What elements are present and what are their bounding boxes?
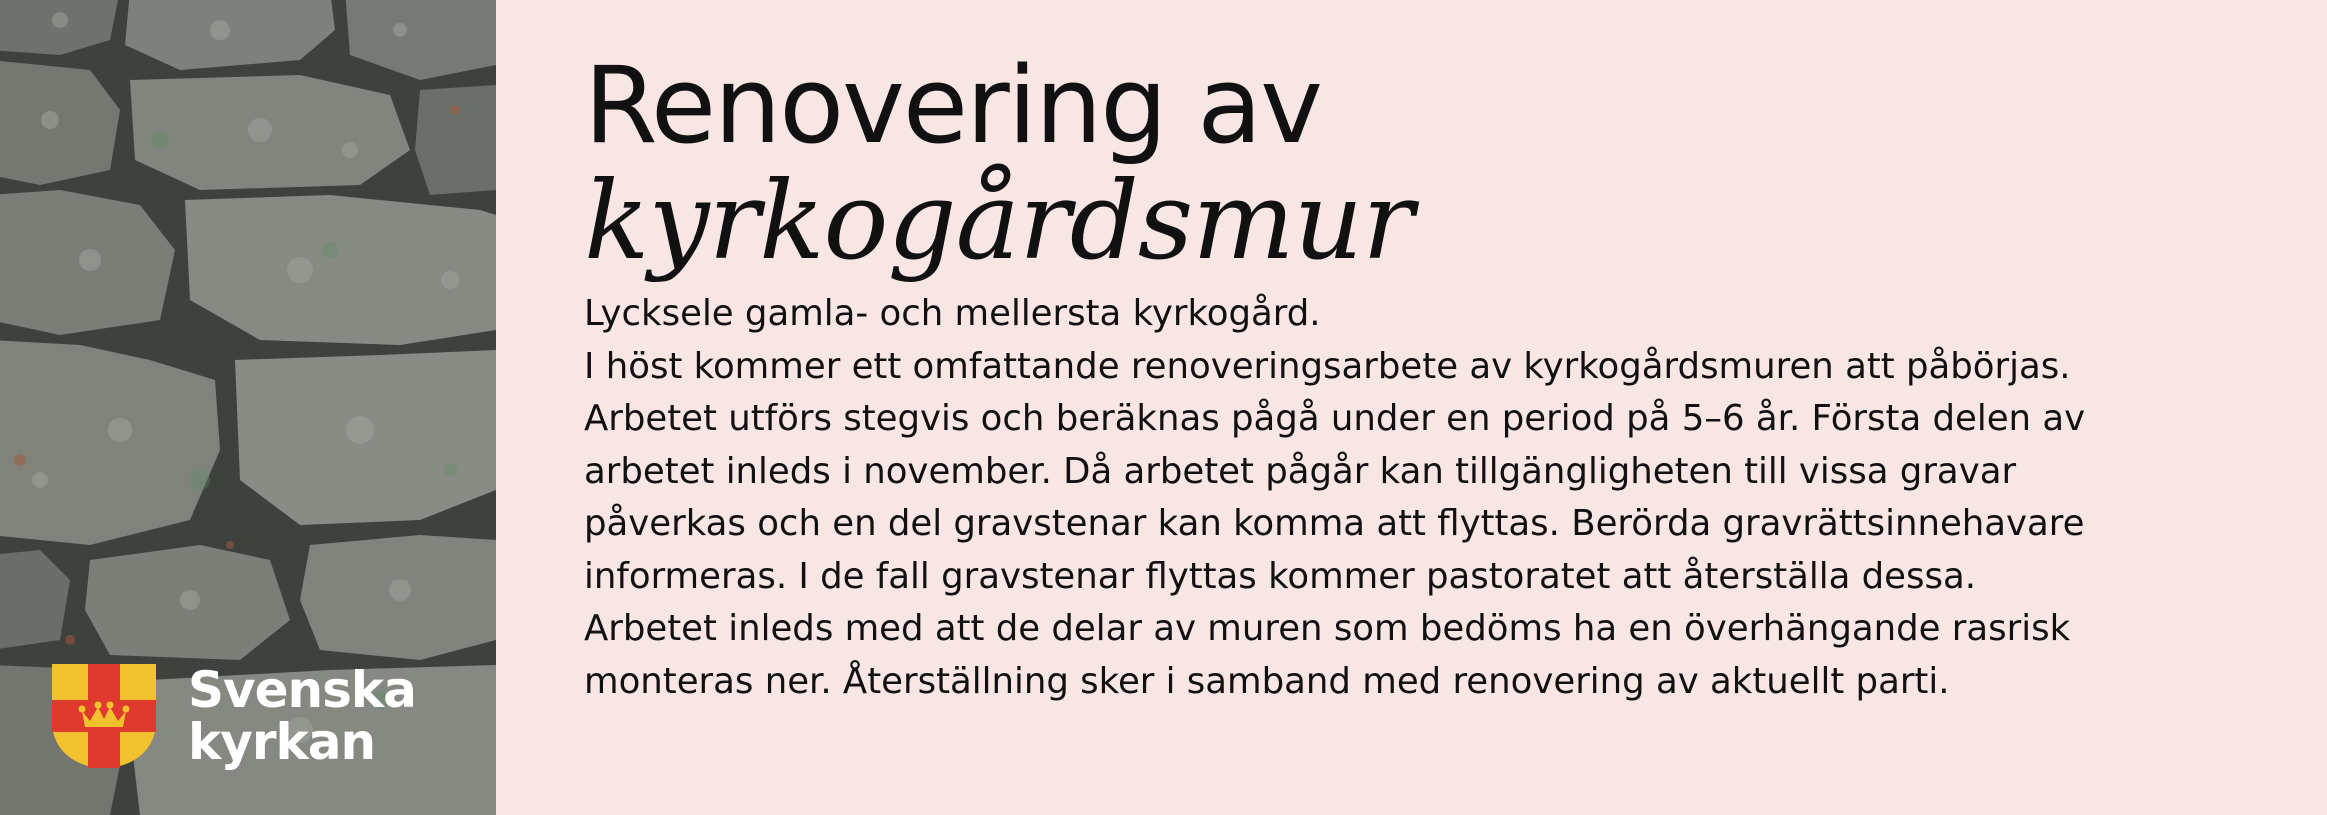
title-line2: kyrkogårdsmur [584, 159, 1413, 284]
notice-body [584, 288, 2284, 708]
body-line: arbetet inleds i november. Då arbetet pågår kan tillgängligheten till vissa gravar [584, 450, 2017, 492]
title-line1: Renovering av [584, 44, 1321, 167]
logo-line1: Svenska [188, 661, 416, 719]
body-line: påverkas och en del gravstenar kan komma att flyttas. Berörda gravrättsinnehavare [584, 503, 2085, 544]
body-line: Lycksele gamla- och mellersta kyrkogård. [584, 293, 1321, 334]
body-line: informeras. I de fall gravstenar flyttas kommer pastoratet att återställa dessa. [584, 555, 1977, 597]
logo-line2: kyrkan [188, 713, 376, 771]
svenska-kyrkan-logo [52, 661, 442, 774]
body-line: I höst kommer ett omfattande renoveringsarbete av kyrkogårdsmuren att påbörjas. [584, 345, 2071, 387]
church-crown-shield-icon [52, 664, 156, 768]
body-line: monteras ner. Återställning sker i samband med renovering av aktuellt parti. [584, 660, 1950, 702]
body-line: Arbetet utförs stegvis och beräknas pågå under en period på 5–6 år. Första delen av [584, 398, 2086, 439]
notice-content [584, 44, 2284, 708]
body-line: Arbetet inleds med att de delar av muren som bedöms ha en överhängande rasrisk [584, 608, 2071, 649]
stone-wall-photo [0, 0, 496, 815]
logo-wordmark [188, 661, 416, 771]
